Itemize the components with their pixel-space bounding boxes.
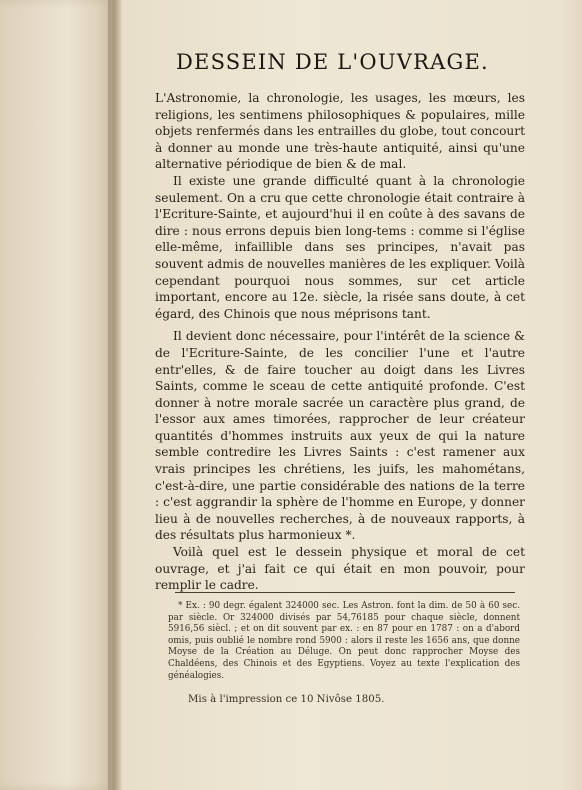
footnote-text: * Ex. : 90 degr. égalent 324000 sec. Les Astron. font la dim. de 50 à 60 sec. par siècle. Or 324000 divisés par 54,76185 pour chaque siècle, donnent 5916,56 siècl. ; et on dit souvent par ex. : en 87 pour en 1787 : on a d'abord omis, puis oublié le nombre rond 5900 : alors il reste les 1656 ans, que donne Moyse de la Création au Déluge. On peut donc rapprocher Moyse des Chaldéens, des Chinois et des Egyptiens. Voyez au texte l'explication des généalogies. [168,601,520,681]
imprint-line: Mis à l'impression ce 10 Nivôse 1805. [188,694,385,705]
page-title: DESSEIN DE L'OUVRAGE. [176,50,489,74]
left-page-edge [0,0,112,790]
footnote-divider [175,592,515,593]
paragraph-3: Il devient donc nécessaire, pour l'intérêt de la science & de l'Ecriture-Sainte, de les concilier l'une et l'autre entr'elles, & de faire toucher au doigt dans les Livres Saints, comme le sceau de cette antiquité profonde. C'est donner à notre morale sacrée un caractère plus grand, de l'essor aux ames timorées, rapprocher de leur créateur quantités d'hommes instruits aux yeux de qui la nature semble contredire les Livres Saints : c'est ramener aux vrais principes les chrétiens, les juifs, les mahométans, c'est-à-dire, une partie considérable des nations de la terre : c'est aggrandir la sphère de l'homme en Europe, y donner lieu à de nouvelles recherches, à de nouveaux rapports, à des résultats plus harmonieux *. [155,329,525,543]
paragraph-2: Il existe une grande difficulté quant à la chronologie seulement. On a cru que cette chronologie était contraire à l'Ecriture-Sainte, et aujourd'hui il en coûte à des savans de dire : nous errons depuis bien long-tems : comme si l'église elle-même, infaillible dans ses principes, n'avait pas souvent admis de nouvelles manières de les expliquer. Voilà cependant pourquoi nous sommes, sur cet article important, encore au 12e. siècle, la risée sans doute, à cet égard, des Chinois que nous méprisons tant. [155,173,525,321]
paragraph-1: L'Astronomie, la chronologie, les usages, les mœurs, les religions, les sentimens philosophiques & populaires, mille objets renfermés dans les entrailles du globe, tout concourt à donner au monde une très-haute antiquité, ainsi qu'une alternative périodique de bien & de mal. [155,91,525,172]
paragraph-4: Voilà quel est le dessein physique et moral de cet ouvrage, et j'ai fait ce qui était en mon pouvoir, pour remplir le cadre. [155,545,525,593]
body-text [155,90,525,594]
footnote [168,601,520,682]
book-gutter [108,0,122,790]
